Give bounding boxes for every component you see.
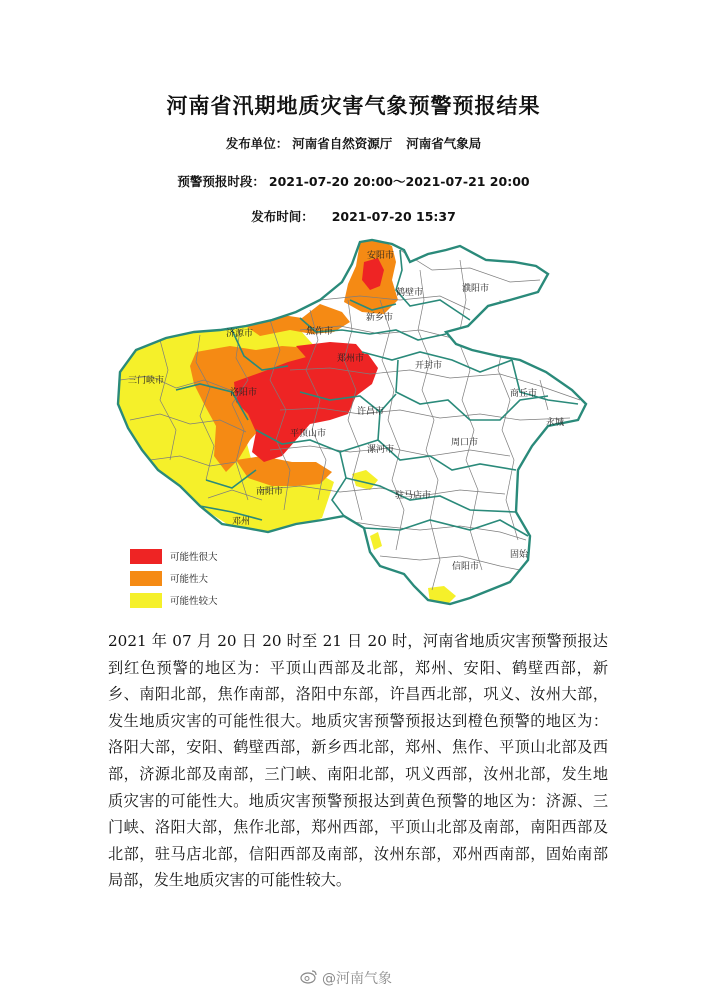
city-yongcheng: 永城	[546, 418, 565, 428]
city-shangqiu: 商丘市	[510, 389, 538, 399]
document-title: 河南省汛期地质灾害气象预警预报结果	[166, 94, 541, 118]
city-xinyang: 信阳市	[452, 562, 480, 572]
publisher-label: 发布单位：	[225, 136, 289, 151]
henan-warning-map	[0, 232, 707, 622]
legend-swatch-orange	[130, 571, 162, 586]
period-line	[0, 172, 707, 190]
publisher-2: 河南省气象局	[406, 136, 482, 151]
weibo-icon	[300, 969, 318, 988]
legend-label: 可能性大	[170, 574, 209, 585]
legend-label: 可能性很大	[170, 552, 218, 563]
period-value: 2021-07-20 20:00～2021-07-21 20:00	[268, 174, 530, 189]
legend-item-very-high	[130, 545, 218, 567]
legend-swatch-red	[130, 549, 162, 564]
city-zhoukou: 周口市	[451, 438, 479, 448]
city-anyang: 安阳市	[367, 251, 395, 261]
map-legend	[130, 545, 218, 611]
release-time-value: 2021-07-20 15:37	[331, 209, 456, 224]
publisher-1: 河南省自然资源厅	[292, 136, 393, 151]
warning-description: 2021 年 07 月 20 日 20 时至 21 日 20 时，河南省地质灾害预警预报达到红色预警的地区为：平顶山西部及北部，郑州、安阳、鹤壁西部，新乡、南阳北部，焦作南部，洛阳中东部，许昌西北部，巩义、汝州大部，发生地质灾害的可能性很大。地质灾害预警预报达到橙色预警的地区为：洛阳大部，安阳、鹤壁西部，新乡西北部，郑州、焦作、平顶山北部及西部，济源北部及南部，三门峡、南阳北部，巩义西部，汝州北部，发生地质灾害的可能性大。地质灾害预警预报达到黄色预警的地区为：济源、三门峡、洛阳大部，焦作北部，郑州西部，平顶山北部及南部，南阳西部及北部，驻马店北部，信阳西部及南部，汝州东部，邓州西南部，固始南部局部，发生地质灾害的可能性较大。	[108, 632, 608, 890]
publisher-line	[0, 134, 707, 152]
city-jiyuan: 济源市	[226, 329, 254, 339]
city-puyang: 濮阳市	[462, 284, 490, 294]
city-nanyang: 南阳市	[256, 487, 284, 497]
city-xuchang: 许昌市	[357, 407, 385, 417]
city-xinxiang: 新乡市	[366, 313, 394, 323]
legend-swatch-yellow	[130, 593, 162, 608]
release-time-label: 发布时间：	[251, 209, 314, 224]
city-luohe: 漯河市	[367, 445, 395, 455]
release-time-line	[0, 207, 707, 225]
legend-label: 可能性较大	[170, 596, 218, 607]
city-zhengzhou: 郑州市	[337, 354, 365, 364]
city-sanmenxia: 三门峡市	[128, 376, 165, 386]
city-dengzhou: 邓州	[232, 517, 251, 527]
watermark-text: @河南气象	[322, 971, 392, 987]
watermark	[300, 968, 420, 988]
city-jiaozuo: 焦作市	[306, 327, 334, 337]
legend-item-high	[130, 567, 218, 589]
city-kaifeng: 开封市	[415, 361, 443, 371]
city-zhumadian: 驻马店市	[395, 491, 432, 501]
period-label: 预警预报时段：	[177, 174, 265, 189]
city-pingdingshan: 平顶山市	[290, 429, 327, 439]
legend-item-fairly-high	[130, 589, 218, 611]
city-gushi: 固始	[510, 550, 529, 560]
city-luoyang: 洛阳市	[230, 388, 258, 398]
city-hebi: 鹤壁市	[396, 288, 424, 298]
